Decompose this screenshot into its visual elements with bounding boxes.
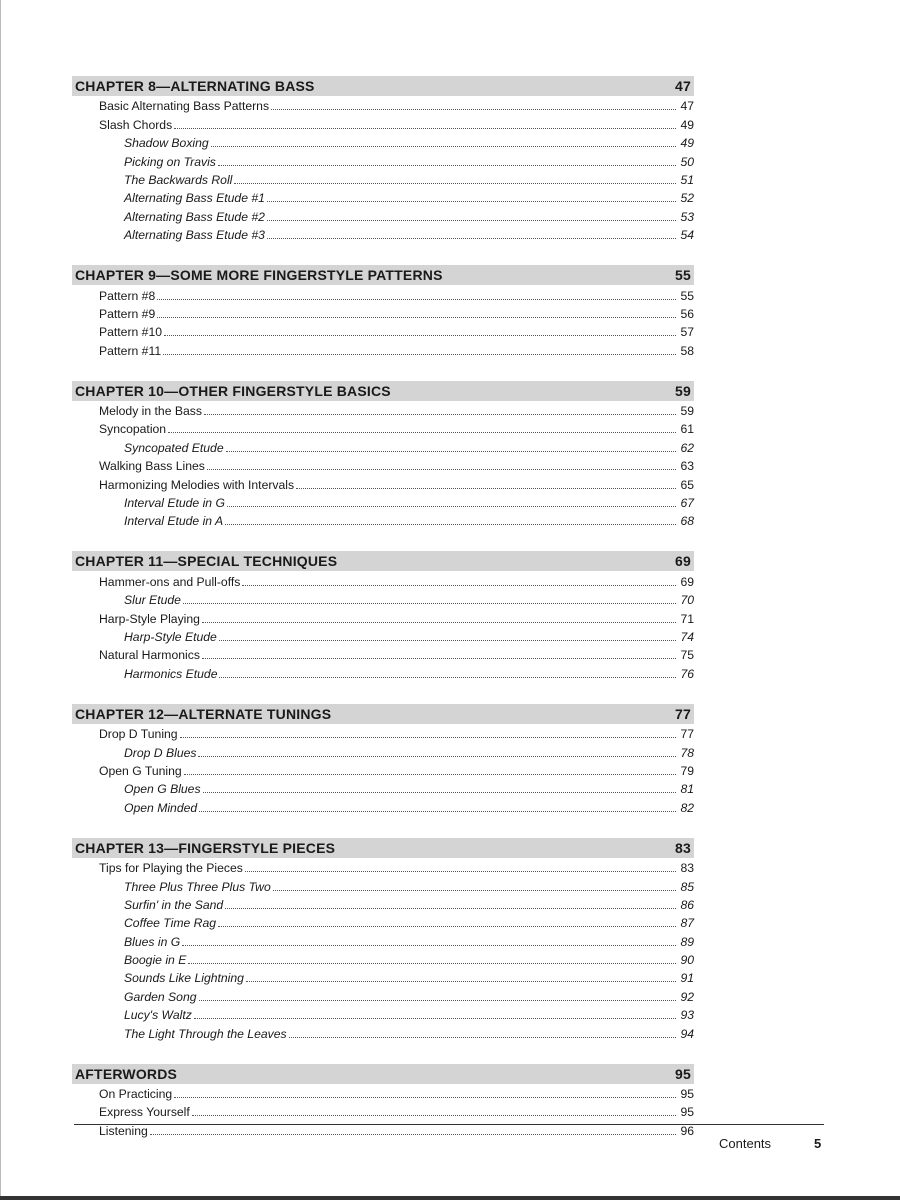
entry-page-number: 52 — [680, 191, 694, 206]
entry-page-number: 76 — [680, 666, 694, 681]
toc-entry — [72, 340, 694, 358]
toc-entry — [72, 1102, 694, 1120]
entry-title: Basic Alternating Bass Patterns — [99, 99, 270, 114]
entry-page-number: 85 — [680, 879, 694, 894]
toc-subentry — [72, 950, 694, 968]
entry-page-number: 70 — [680, 593, 694, 608]
toc-entry — [72, 322, 694, 340]
toc-subentry — [72, 968, 694, 986]
toc-subentry — [72, 1005, 694, 1023]
entry-title: Harp-Style Etude — [124, 629, 217, 644]
page-edge-left — [0, 0, 1, 1200]
chapter-section — [72, 381, 694, 530]
chapter-section — [72, 704, 694, 816]
entry-page-number: 83 — [680, 861, 694, 876]
entry-page-number: 91 — [680, 971, 694, 986]
entry-page-number: 54 — [680, 228, 694, 243]
chapter-page-number: 59 — [675, 382, 691, 399]
entry-page-number: 94 — [680, 1026, 694, 1041]
dot-leader — [184, 774, 676, 775]
chapter-section — [72, 76, 694, 243]
dot-leader — [296, 488, 676, 489]
toc-subentry — [72, 876, 694, 894]
entry-title: Alternating Bass Etude #3 — [124, 228, 265, 243]
entry-title: Open G Tuning — [99, 763, 182, 778]
dot-leader — [182, 945, 676, 946]
entry-title: Hammer-ons and Pull-offs — [99, 574, 241, 589]
entry-title: Syncopated Etude — [124, 440, 224, 455]
entry-page-number: 96 — [680, 1123, 694, 1138]
dot-leader — [168, 432, 676, 433]
entry-page-number: 71 — [680, 611, 694, 626]
entry-page-number: 57 — [680, 325, 694, 340]
toc-subentry — [72, 895, 694, 913]
entry-title: Harmonics Etude — [124, 666, 218, 681]
entry-title: Boogie in E — [124, 953, 187, 968]
chapter-title: CHAPTER 10—OTHER FINGERSTYLE BASICS — [75, 382, 391, 399]
chapter-heading — [72, 551, 694, 571]
entry-title: Drop D Blues — [124, 745, 197, 760]
dot-leader — [157, 299, 676, 300]
entry-page-number: 49 — [680, 136, 694, 151]
dot-leader — [273, 890, 676, 891]
entry-page-number: 69 — [680, 574, 694, 589]
chapter-title: CHAPTER 8—ALTERNATING BASS — [75, 78, 315, 94]
dot-leader — [174, 128, 676, 129]
entry-page-number: 77 — [680, 727, 694, 742]
chapter-title: CHAPTER 12—ALTERNATE TUNINGS — [75, 705, 332, 722]
chapter-title: CHAPTER 11—SPECIAL TECHNIQUES — [75, 553, 338, 570]
chapter-section — [72, 1064, 694, 1139]
dot-leader — [207, 469, 676, 470]
dot-leader — [188, 963, 676, 964]
entry-title: Shadow Boxing — [124, 136, 209, 151]
dot-leader — [242, 585, 676, 586]
footer-page-number: 5 — [814, 1136, 822, 1151]
toc-entry — [72, 96, 694, 114]
entry-title: Three Plus Three Plus Two — [124, 879, 271, 894]
entry-page-number: 63 — [680, 459, 694, 474]
toc-subentry — [72, 779, 694, 797]
toc-subentry — [72, 797, 694, 815]
footer-section-label: Contents — [719, 1136, 772, 1151]
entry-title: On Practicing — [99, 1087, 173, 1102]
entry-title: Blues in G — [124, 934, 181, 949]
entry-title: Picking on Travis — [124, 154, 216, 169]
toc-entry — [72, 1084, 694, 1102]
entry-page-number: 56 — [680, 306, 694, 321]
toc-subentry — [72, 742, 694, 760]
entry-title: Pattern #8 — [99, 288, 156, 303]
chapter-heading — [72, 265, 694, 285]
toc-entry — [72, 571, 694, 589]
entry-title: Open Minded — [124, 800, 198, 815]
dot-leader — [271, 109, 676, 110]
entry-page-number: 51 — [680, 172, 694, 187]
entry-title: Express Yourself — [99, 1105, 190, 1120]
entry-title: Slash Chords — [99, 117, 173, 132]
dot-leader — [198, 756, 676, 757]
chapter-page-number: 55 — [675, 267, 691, 284]
entry-title: Interval Etude in G — [124, 496, 225, 511]
entry-title: Drop D Tuning — [99, 727, 178, 742]
dot-leader — [204, 414, 676, 415]
toc-subentry — [72, 133, 694, 151]
entry-title: Pattern #11 — [99, 343, 162, 358]
entry-page-number: 65 — [680, 477, 694, 492]
toc-subentry — [72, 913, 694, 931]
entry-title: Garden Song — [124, 989, 197, 1004]
entry-page-number: 78 — [680, 745, 694, 760]
entry-title: The Backwards Roll — [124, 172, 233, 187]
entry-page-number: 67 — [680, 496, 694, 511]
dot-leader — [227, 506, 676, 507]
chapter-page-number: 95 — [675, 1065, 691, 1082]
entry-title: Slur Etude — [124, 593, 181, 608]
dot-leader — [174, 1097, 676, 1098]
toc-subentry — [72, 1023, 694, 1041]
dot-leader — [246, 981, 676, 982]
entry-title: Melody in the Bass — [99, 404, 202, 419]
dot-leader — [267, 220, 676, 221]
toc-subentry — [72, 170, 694, 188]
entry-title: Surfin' in the Sand — [124, 897, 224, 912]
dot-leader — [194, 1018, 676, 1019]
toc-subentry — [72, 206, 694, 224]
entry-title: Harmonizing Melodies with Intervals — [99, 477, 295, 492]
chapter-heading — [72, 704, 694, 724]
dot-leader — [219, 677, 676, 678]
toc-entry — [72, 304, 694, 322]
dot-leader — [199, 811, 676, 812]
entry-title: Natural Harmonics — [99, 648, 200, 663]
table-of-contents — [72, 76, 694, 1139]
toc-entry — [72, 761, 694, 779]
entry-page-number: 75 — [680, 648, 694, 663]
toc-subentry — [72, 511, 694, 529]
entry-title: Harp-Style Playing — [99, 611, 200, 626]
chapter-page-number: 83 — [675, 839, 691, 856]
toc-entry — [72, 114, 694, 132]
toc-subentry — [72, 590, 694, 608]
entry-title: Pattern #10 — [99, 325, 163, 340]
entry-title: The Light Through the Leaves — [124, 1026, 287, 1041]
page-edge-bottom — [0, 1196, 900, 1200]
entry-page-number: 93 — [680, 1008, 694, 1023]
dot-leader — [203, 792, 676, 793]
dot-leader — [150, 1134, 676, 1135]
dot-leader — [192, 1115, 676, 1116]
entry-page-number: 86 — [680, 897, 694, 912]
entry-title: Pattern #9 — [99, 306, 156, 321]
chapter-section — [72, 265, 694, 359]
dot-leader — [225, 908, 676, 909]
entry-title: Listening — [99, 1123, 148, 1138]
dot-leader — [219, 640, 676, 641]
entry-page-number: 82 — [680, 800, 694, 815]
toc-entry — [72, 401, 694, 419]
dot-leader — [211, 146, 676, 147]
entry-title: Sounds Like Lightning — [124, 971, 244, 986]
toc-subentry — [72, 437, 694, 455]
entry-title: Lucy's Waltz — [124, 1008, 192, 1023]
chapter-heading — [72, 838, 694, 858]
toc-subentry — [72, 627, 694, 645]
toc-subentry — [72, 188, 694, 206]
entry-page-number: 47 — [680, 99, 694, 114]
entry-page-number: 87 — [680, 916, 694, 931]
entry-page-number: 79 — [680, 763, 694, 778]
dot-leader — [226, 451, 676, 452]
chapter-title: AFTERWORDS — [75, 1065, 178, 1082]
chapter-page-number: 47 — [675, 78, 691, 94]
entry-page-number: 68 — [680, 514, 694, 529]
toc-entry — [72, 456, 694, 474]
dot-leader — [234, 183, 676, 184]
entry-page-number: 53 — [680, 209, 694, 224]
toc-subentry — [72, 151, 694, 169]
toc-subentry — [72, 986, 694, 1004]
toc-entry — [72, 474, 694, 492]
dot-leader — [163, 354, 676, 355]
entry-page-number: 95 — [680, 1105, 694, 1120]
entry-page-number: 55 — [680, 288, 694, 303]
toc-entry — [72, 724, 694, 742]
entry-title: Interval Etude in A — [124, 514, 224, 529]
dot-leader — [202, 658, 676, 659]
toc-subentry — [72, 493, 694, 511]
entry-page-number: 74 — [680, 629, 694, 644]
chapter-heading — [72, 76, 694, 96]
dot-leader — [267, 201, 676, 202]
chapter-section — [72, 838, 694, 1042]
dot-leader — [183, 603, 676, 604]
dot-leader — [289, 1037, 676, 1038]
toc-subentry — [72, 225, 694, 243]
entry-page-number: 61 — [680, 422, 694, 437]
dot-leader — [218, 926, 676, 927]
chapter-heading — [72, 1064, 694, 1084]
entry-page-number: 89 — [680, 934, 694, 949]
chapter-title: CHAPTER 9—SOME MORE FINGERSTYLE PATTERNS — [75, 267, 443, 284]
entry-page-number: 95 — [680, 1087, 694, 1102]
entry-page-number: 92 — [680, 989, 694, 1004]
entry-title: Tips for Playing the Pieces — [99, 861, 243, 876]
dot-leader — [180, 737, 676, 738]
toc-entry — [72, 419, 694, 437]
chapter-heading — [72, 381, 694, 401]
entry-page-number: 59 — [680, 404, 694, 419]
footer-rule — [74, 1124, 824, 1125]
dot-leader — [157, 317, 676, 318]
entry-title: Walking Bass Lines — [99, 459, 205, 474]
toc-entry — [72, 608, 694, 626]
toc-entry — [72, 858, 694, 876]
dot-leader — [225, 524, 676, 525]
entry-title: Alternating Bass Etude #1 — [124, 191, 265, 206]
entry-title: Alternating Bass Etude #2 — [124, 209, 265, 224]
dot-leader — [199, 1000, 676, 1001]
entry-page-number: 81 — [680, 782, 694, 797]
entry-page-number: 50 — [680, 154, 694, 169]
dot-leader — [202, 622, 676, 623]
dot-leader — [164, 335, 676, 336]
chapter-page-number: 69 — [675, 553, 691, 570]
chapter-section — [72, 551, 694, 681]
dot-leader — [267, 238, 676, 239]
toc-subentry — [72, 931, 694, 949]
toc-subentry — [72, 663, 694, 681]
entry-page-number: 62 — [680, 440, 694, 455]
chapter-page-number: 77 — [675, 705, 691, 722]
dot-leader — [218, 165, 676, 166]
entry-page-number: 58 — [680, 343, 694, 358]
entry-page-number: 49 — [680, 117, 694, 132]
chapter-title: CHAPTER 13—FINGERSTYLE PIECES — [75, 839, 336, 856]
toc-entry — [72, 645, 694, 663]
entry-title: Coffee Time Rag — [124, 916, 217, 931]
toc-entry — [72, 285, 694, 303]
entry-title: Open G Blues — [124, 782, 201, 797]
entry-title: Syncopation — [99, 422, 167, 437]
entry-page-number: 90 — [680, 953, 694, 968]
dot-leader — [245, 871, 676, 872]
